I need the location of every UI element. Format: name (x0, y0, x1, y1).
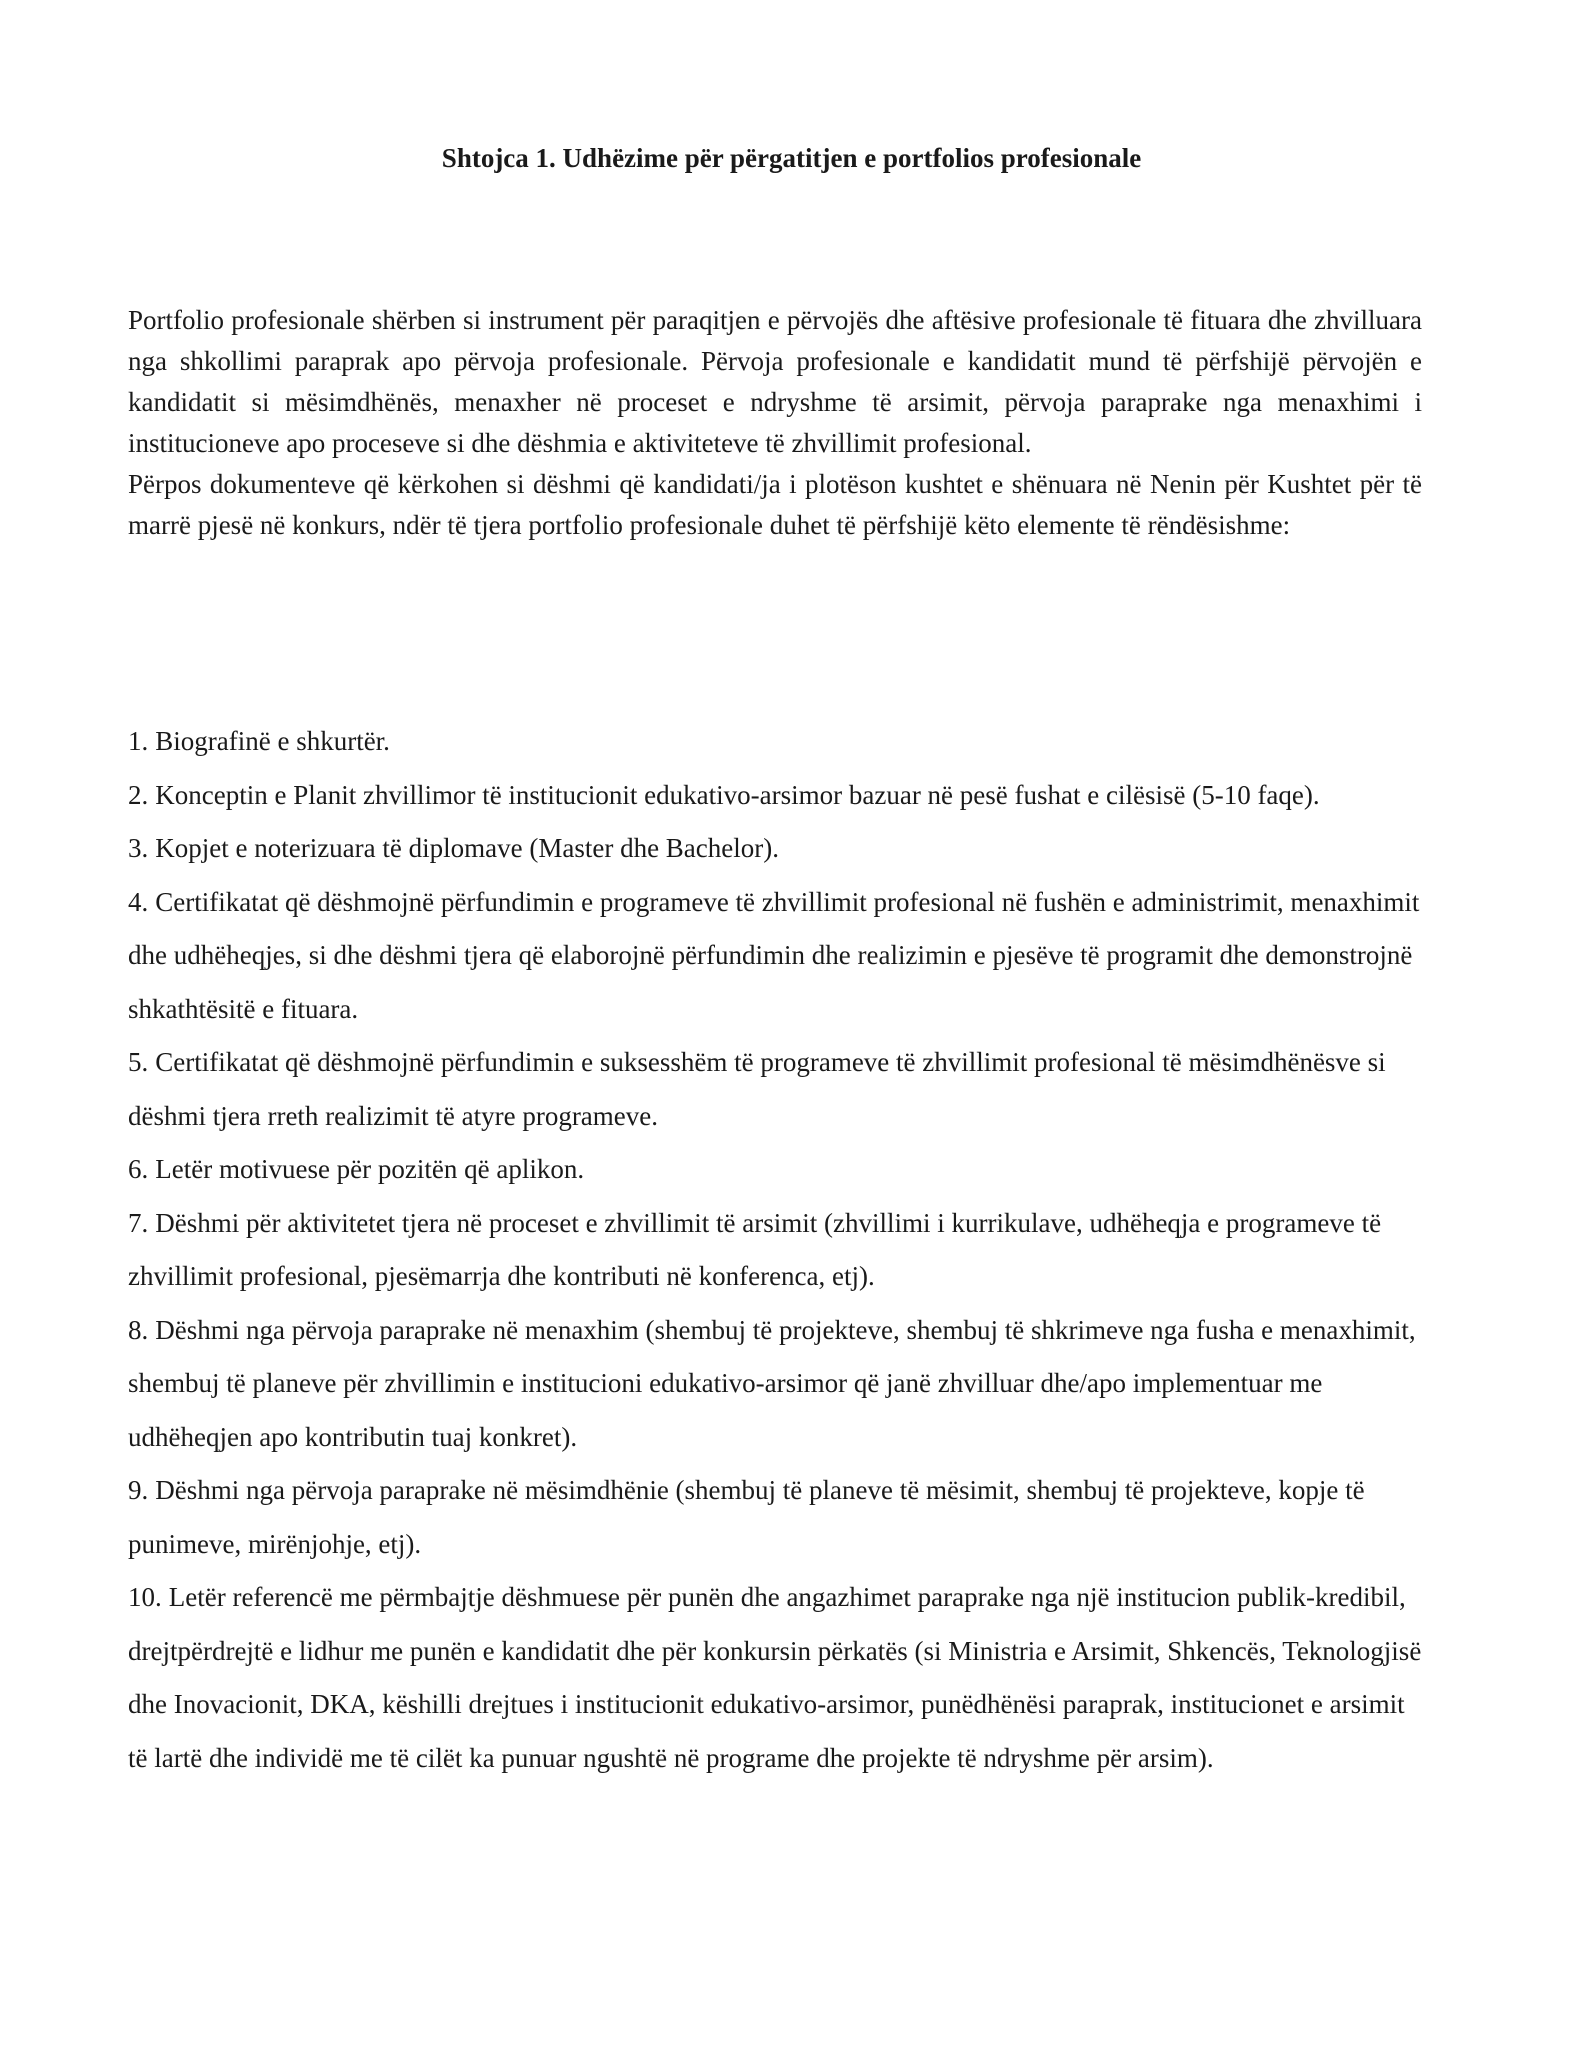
list-item-number: 1. (128, 726, 149, 756)
intro-section (128, 300, 1422, 546)
list-item-text: Konceptin e Planit zhvillimor të institucionit edukativo-arsimor bazuar në pesë fushat e cilësisë (5-10 faqe). (155, 779, 1320, 810)
requirements-list (128, 715, 1428, 1785)
list-item (128, 1571, 1428, 1785)
document-title: Shtojca 1. Udhëzime për përgatitjen e portfolios profesionale (441, 143, 1142, 173)
intro-paragraph-1: Portfolio profesionale shërben si instrument për paraqitjen e përvojës dhe aftësive profesionale të fituara dhe zhvilluara nga shkollimi paraprak apo përvoja profesionale. Përvoja profesionale e kandidatit mund të përfshijë përvojën e kandidatit si mësimdhënës, menaxher në proceset e ndryshme të arsimit, përvoja paraprake nga menaxhimi i institucioneve apo proceseve si dhe dëshmia e aktiviteteve të zhvillimit profesional. (128, 305, 1422, 458)
list-item (128, 1304, 1428, 1465)
list-item-text: Kopjet e noterizuara të diplomave (Master dhe Bachelor). (155, 833, 779, 863)
list-item-number: 3. (128, 833, 149, 863)
list-item-number: 9. (128, 1475, 149, 1505)
list-item-text: Certifikatat që dëshmojnë përfundimin e suksesshëm të programeve të zhvillimit profesional të mësimdhënësve si dëshmi tjera rreth realizimit të atyre programeve. (128, 1047, 1386, 1131)
list-item-text: Certifikatat që dëshmojnë përfundimin e programeve të zhvillimit profesional në fushën e administrimit, menaxhimit dhe udhëheqjes, si dhe dëshmi tjera që elaborojnë përfundimin dhe realizimin e pjesëve të programit dhe demonstrojnë shkathtësitë e fituara. (128, 886, 1420, 1024)
list-item-number: 8. (128, 1314, 149, 1345)
list-item-text: Biografinë e shkurtër. (155, 726, 390, 756)
list-item-text: Dëshmi për aktivitetet tjera në proceset e zhvillimit të arsimit (zhvillimi i kurrikulave, udhëheqja e programeve të zhvillimit profesional, pjesëmarrja dhe kontributi në konferenca, etj). (128, 1207, 1382, 1291)
list-item-number: 10. (128, 1582, 162, 1612)
list-item (128, 1143, 1428, 1197)
intro-paragraph-2: Përpos dokumenteve që kërkohen si dëshmi që kandidati/ja i plotëson kushtet e shënuara në Nenin për Kushtet për të marrë pjesë në konkurs, ndër të tjera portfolio profesionale duhet të përfshijë këto elemente të rëndësishme: (128, 469, 1422, 540)
list-item (128, 822, 1428, 876)
list-item-number: 2. (128, 779, 149, 810)
list-item-number: 4. (128, 886, 149, 917)
list-item-text: Letër motivuese për pozitën që aplikon. (155, 1154, 585, 1184)
list-item-text: Dëshmi nga përvoja paraprake në mësimdhënie (shembuj të planeve të mësimit, shembuj të projekteve, kopje të punimeve, mirënjohje, etj). (128, 1475, 1365, 1559)
list-item-number: 6. (128, 1154, 149, 1184)
list-item-number: 5. (128, 1047, 149, 1077)
list-item (128, 715, 1428, 769)
list-item (128, 1197, 1428, 1304)
list-item-text: Letër referencë me përmbajtje dëshmuese për punën dhe angazhimet paraprake nga një institucion publik-kredibil, drejtpërdrejtë e lidhur me punën e kandidatit dhe për konkursin përkatës (si Ministria e Arsimit, Shkencës, Teknologjisë dhe Inovacionit, DKA, këshilli drejtues i institucionit edukativo-arsimor, punëdhënësi paraprak, institucionet e arsimit të lartë dhe individë me të cilët ka punuar ngushtë në programe dhe projekte të ndryshme për arsim). (128, 1582, 1422, 1773)
list-item (128, 1036, 1428, 1143)
list-item (128, 876, 1428, 1037)
list-item-number: 7. (128, 1207, 149, 1238)
list-item-text: Dëshmi nga përvoja paraprake në menaxhim (shembuj të projekteve, shembuj të shkrimeve nga fusha e menaxhimit, shembuj të planeve për zhvillimin e institucioni edukativo-arsimor që janë zhvilluar dhe/apo implementuar me udhëheqjen apo kontributin tuaj konkret). (128, 1314, 1416, 1452)
list-item (128, 1464, 1428, 1571)
list-item (128, 769, 1428, 823)
